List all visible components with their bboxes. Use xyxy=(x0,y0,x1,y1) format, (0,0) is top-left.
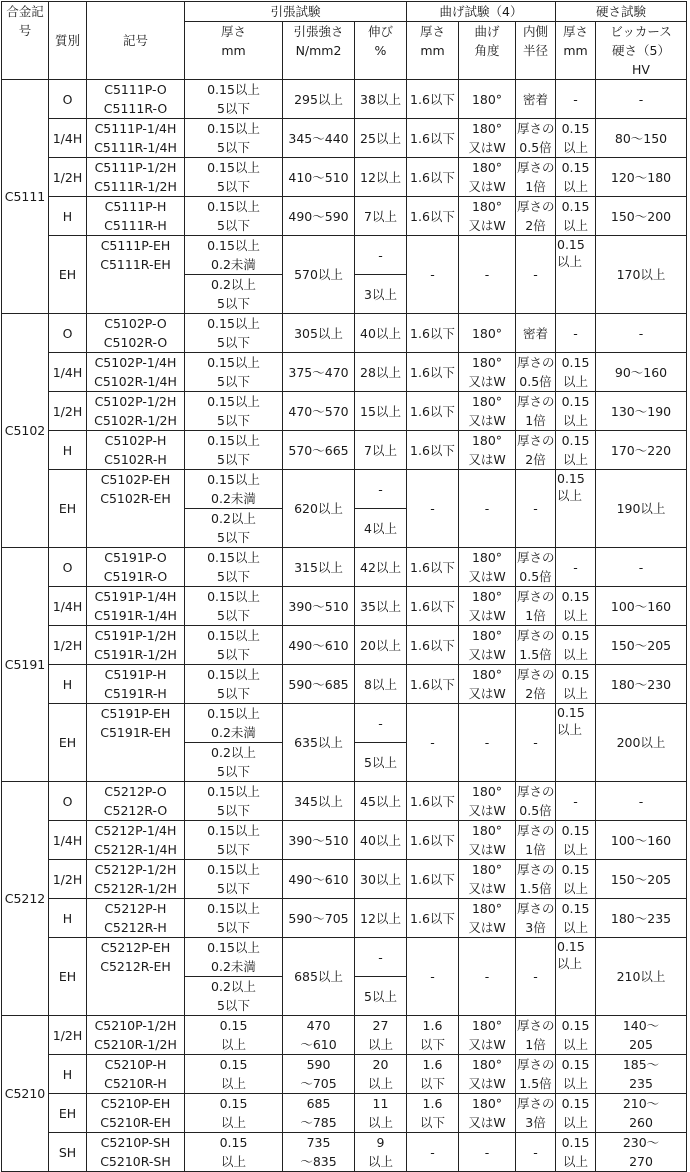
strength-cell: 345～440 xyxy=(283,119,355,158)
hv-cell: 210以上 xyxy=(596,938,687,1016)
thickness-cell: 0.15以上 5以下 xyxy=(185,899,283,938)
table-row xyxy=(2,1133,687,1172)
radius-cell: - xyxy=(516,704,556,782)
thickness-cell: 0.15以上 5以下 xyxy=(185,782,283,821)
hard-thickness-cell: 0.15 以上 xyxy=(556,1016,596,1055)
hv-cell: - xyxy=(596,80,687,119)
angle-cell: 180° 又はW xyxy=(459,899,516,938)
angle-cell: 180° 又はW xyxy=(459,1016,516,1055)
strength-cell: 590 ～705 xyxy=(283,1055,355,1094)
strength-cell: 635以上 xyxy=(283,704,355,782)
thickness-cell: 0.15以上 5以下 xyxy=(185,548,283,587)
temper-cell: EH xyxy=(49,938,87,1016)
hard-thickness-cell: 0.15 以上 xyxy=(556,431,596,470)
elongation-cell: 25以上 xyxy=(355,119,407,158)
hard-thickness-cell: 0.15 以上 xyxy=(556,197,596,236)
radius-cell: 厚さの 2倍 xyxy=(516,665,556,704)
table-row xyxy=(2,119,687,158)
symbol-cell: C5212P-H C5212R-H xyxy=(87,899,185,938)
radius-cell: 厚さの 1.5倍 xyxy=(516,860,556,899)
symbol-cell: C5102P-H C5102R-H xyxy=(87,431,185,470)
strength-cell: 685 ～785 xyxy=(283,1094,355,1133)
angle-cell: 180° 又はW xyxy=(459,548,516,587)
bend-thickness-cell: 1.6以下 xyxy=(407,353,459,392)
bend-thickness-cell: 1.6以下 xyxy=(407,821,459,860)
radius-cell: 厚さの 1.5倍 xyxy=(516,626,556,665)
temper-cell: 1/4H xyxy=(49,587,87,626)
thickness-cell: 0.15 以上 xyxy=(185,1094,283,1133)
hard-thickness-cell: 0.15 以上 xyxy=(556,938,596,1016)
temper-cell: 1/4H xyxy=(49,353,87,392)
strength-cell: 590～685 xyxy=(283,665,355,704)
thickness-cell: 0.15 以上 xyxy=(185,1016,283,1055)
alloy-code-cell: C5111 xyxy=(2,80,49,314)
temper-cell: SH xyxy=(49,1133,87,1172)
hard-thickness-cell: 0.15 以上 xyxy=(556,470,596,548)
radius-cell: 厚さの 1.5倍 xyxy=(516,1055,556,1094)
thickness-cell: 0.15以上 5以下 xyxy=(185,314,283,353)
hv-cell: 150～200 xyxy=(596,197,687,236)
elongation-cell: 40以上 xyxy=(355,821,407,860)
header-tensile-test: 引張試験 xyxy=(185,2,407,22)
bend-thickness-cell: 1.6以下 xyxy=(407,899,459,938)
strength-cell: 345以上 xyxy=(283,782,355,821)
hard-thickness-cell: 0.15 以上 xyxy=(556,626,596,665)
symbol-cell: C5210P-H C5210R-H xyxy=(87,1055,185,1094)
angle-cell: - xyxy=(459,470,516,548)
bend-thickness-cell: 1.6以下 xyxy=(407,392,459,431)
thickness-cell: 0.15以上 5以下 xyxy=(185,392,283,431)
angle-cell: - xyxy=(459,704,516,782)
radius-cell: 厚さの 3倍 xyxy=(516,1094,556,1133)
strength-cell: 490～610 xyxy=(283,626,355,665)
strength-cell: 685以上 xyxy=(283,938,355,1016)
angle-cell: - xyxy=(459,1133,516,1172)
table-row xyxy=(2,899,687,938)
thickness-cell: 0.15以上 5以下 xyxy=(185,119,283,158)
temper-cell: O xyxy=(49,782,87,821)
hv-cell: 170～220 xyxy=(596,431,687,470)
symbol-cell: C5191P-1/4H C5191R-1/4H xyxy=(87,587,185,626)
temper-cell: 1/2H xyxy=(49,860,87,899)
table-row xyxy=(2,782,687,821)
symbol-cell: C5191P-O C5191R-O xyxy=(87,548,185,587)
radius-cell: - xyxy=(516,470,556,548)
angle-cell: 180° 又はW xyxy=(459,821,516,860)
temper-cell: 1/2H xyxy=(49,626,87,665)
symbol-cell: C5210P-EH C5210R-EH xyxy=(87,1094,185,1133)
hard-thickness-cell: - xyxy=(556,314,596,353)
strength-cell: 490～590 xyxy=(283,197,355,236)
radius-cell: 厚さの 0.5倍 xyxy=(516,353,556,392)
bend-thickness-cell: 1.6 以下 xyxy=(407,1055,459,1094)
thickness-cell: 0.2以上 5以下 xyxy=(185,509,283,548)
elongation-cell: 28以上 xyxy=(355,353,407,392)
angle-cell: 180° xyxy=(459,80,516,119)
angle-cell: 180° 又はW xyxy=(459,119,516,158)
hard-thickness-cell: 0.15 以上 xyxy=(556,665,596,704)
hv-cell: - xyxy=(596,548,687,587)
thickness-cell: 0.2以上 5以下 xyxy=(185,977,283,1016)
angle-cell: 180° 又はW xyxy=(459,587,516,626)
thickness-cell: 0.15以上 5以下 xyxy=(185,80,283,119)
elongation-cell: - xyxy=(355,236,407,275)
elongation-cell: 30以上 xyxy=(355,860,407,899)
header-bend-thickness: 厚さ mm xyxy=(407,22,459,80)
hard-thickness-cell: 0.15 以上 xyxy=(556,158,596,197)
hv-cell: 180～235 xyxy=(596,899,687,938)
thickness-cell: 0.15以上 5以下 xyxy=(185,587,283,626)
bend-thickness-cell: 1.6以下 xyxy=(407,665,459,704)
strength-cell: 490～610 xyxy=(283,860,355,899)
temper-cell: O xyxy=(49,80,87,119)
strength-cell: 390～510 xyxy=(283,587,355,626)
radius-cell: 厚さの 1倍 xyxy=(516,1016,556,1055)
bend-thickness-cell: 1.6以下 xyxy=(407,197,459,236)
header-symbol: 記号 xyxy=(87,2,185,80)
hard-thickness-cell: 0.15 以上 xyxy=(556,119,596,158)
angle-cell: 180° 又はW xyxy=(459,782,516,821)
bend-thickness-cell: 1.6以下 xyxy=(407,860,459,899)
symbol-cell: C5111P-H C5111R-H xyxy=(87,197,185,236)
radius-cell: 厚さの 0.5倍 xyxy=(516,119,556,158)
radius-cell: 厚さの 1倍 xyxy=(516,821,556,860)
thickness-cell: 0.15以上 0.2未満 xyxy=(185,236,283,275)
radius-cell: - xyxy=(516,1133,556,1172)
elongation-cell: 42以上 xyxy=(355,548,407,587)
angle-cell: - xyxy=(459,236,516,314)
thickness-cell: 0.2以上 5以下 xyxy=(185,743,283,782)
table-row xyxy=(2,158,687,197)
hv-cell: 140～ 205 xyxy=(596,1016,687,1055)
symbol-cell: C5111P-1/2H C5111R-1/2H xyxy=(87,158,185,197)
hv-cell: - xyxy=(596,782,687,821)
hard-thickness-cell: 0.15 以上 xyxy=(556,1094,596,1133)
radius-cell: 厚さの 1倍 xyxy=(516,392,556,431)
elongation-cell: 11 以上 xyxy=(355,1094,407,1133)
symbol-cell: C5191P-1/2H C5191R-1/2H xyxy=(87,626,185,665)
hard-thickness-cell: 0.15 以上 xyxy=(556,860,596,899)
strength-cell: 305以上 xyxy=(283,314,355,353)
strength-cell: 390～510 xyxy=(283,821,355,860)
angle-cell: 180° 又はW xyxy=(459,860,516,899)
header-bend-test: 曲げ試験（4） xyxy=(407,2,556,22)
radius-cell: 厚さの 0.5倍 xyxy=(516,782,556,821)
bend-thickness-cell: 1.6以下 xyxy=(407,314,459,353)
elongation-cell: 35以上 xyxy=(355,587,407,626)
strength-cell: 620以上 xyxy=(283,470,355,548)
strength-cell: 470～570 xyxy=(283,392,355,431)
temper-cell: H xyxy=(49,899,87,938)
bend-thickness-cell: - xyxy=(407,938,459,1016)
temper-cell: EH xyxy=(49,236,87,314)
elongation-cell: 5以上 xyxy=(355,977,407,1016)
elongation-cell: 20 以上 xyxy=(355,1055,407,1094)
bend-thickness-cell: - xyxy=(407,236,459,314)
bend-thickness-cell: 1.6 以下 xyxy=(407,1094,459,1133)
thickness-cell: 0.15以上 5以下 xyxy=(185,431,283,470)
temper-cell: H xyxy=(49,665,87,704)
radius-cell: 密着 xyxy=(516,80,556,119)
hv-cell: 120～180 xyxy=(596,158,687,197)
temper-cell: O xyxy=(49,314,87,353)
table-row xyxy=(2,1055,687,1094)
elongation-cell: - xyxy=(355,704,407,743)
temper-cell: 1/2H xyxy=(49,1016,87,1055)
temper-cell: 1/2H xyxy=(49,392,87,431)
hard-thickness-cell: 0.15 以上 xyxy=(556,821,596,860)
hv-cell: 190以上 xyxy=(596,470,687,548)
bend-thickness-cell: - xyxy=(407,1133,459,1172)
table-row xyxy=(2,80,687,119)
temper-cell: H xyxy=(49,431,87,470)
hard-thickness-cell: 0.15 以上 xyxy=(556,353,596,392)
temper-cell: EH xyxy=(49,704,87,782)
hard-thickness-cell: 0.15 以上 xyxy=(556,1133,596,1172)
elongation-cell: 40以上 xyxy=(355,314,407,353)
thickness-cell: 0.15以上 5以下 xyxy=(185,353,283,392)
header-inner-radius: 内側 半径 xyxy=(516,22,556,80)
strength-cell: 295以上 xyxy=(283,80,355,119)
radius-cell: 密着 xyxy=(516,314,556,353)
thickness-cell: 0.2以上 5以下 xyxy=(185,275,283,314)
hard-thickness-cell: 0.15 以上 xyxy=(556,1055,596,1094)
temper-cell: O xyxy=(49,548,87,587)
thickness-cell: 0.15以上 5以下 xyxy=(185,860,283,899)
bend-thickness-cell: 1.6以下 xyxy=(407,587,459,626)
symbol-cell: C5191P-H C5191R-H xyxy=(87,665,185,704)
angle-cell: 180° 又はW xyxy=(459,431,516,470)
header-thickness: 厚さ mm xyxy=(185,22,283,80)
table-row xyxy=(2,236,687,275)
thickness-cell: 0.15 以上 xyxy=(185,1133,283,1172)
symbol-cell: C5102P-1/4H C5102R-1/4H xyxy=(87,353,185,392)
radius-cell: - xyxy=(516,236,556,314)
hv-cell: 150～205 xyxy=(596,626,687,665)
elongation-cell: 5以上 xyxy=(355,743,407,782)
strength-cell: 570～665 xyxy=(283,431,355,470)
elongation-cell: 38以上 xyxy=(355,80,407,119)
table-row xyxy=(2,626,687,665)
elongation-cell: 12以上 xyxy=(355,158,407,197)
hard-thickness-cell: - xyxy=(556,80,596,119)
hv-cell: - xyxy=(596,314,687,353)
hv-cell: 150～205 xyxy=(596,860,687,899)
hv-cell: 170以上 xyxy=(596,236,687,314)
table-row xyxy=(2,548,687,587)
table-row xyxy=(2,353,687,392)
temper-cell: EH xyxy=(49,470,87,548)
table-row xyxy=(2,314,687,353)
symbol-cell: C5212P-1/2H C5212R-1/2H xyxy=(87,860,185,899)
table-row xyxy=(2,821,687,860)
temper-cell: 1/4H xyxy=(49,821,87,860)
radius-cell: 厚さの 2倍 xyxy=(516,431,556,470)
thickness-cell: 0.15以上 0.2未満 xyxy=(185,704,283,743)
radius-cell: 厚さの 1倍 xyxy=(516,587,556,626)
radius-cell: 厚さの 1倍 xyxy=(516,158,556,197)
elongation-cell: 9 以上 xyxy=(355,1133,407,1172)
symbol-cell: C5191P-EH C5191R-EH xyxy=(87,704,185,782)
table-row xyxy=(2,860,687,899)
angle-cell: 180° 又はW xyxy=(459,1055,516,1094)
table-row xyxy=(2,938,687,977)
bend-thickness-cell: 1.6以下 xyxy=(407,782,459,821)
elongation-cell: 15以上 xyxy=(355,392,407,431)
table-row xyxy=(2,470,687,509)
thickness-cell: 0.15以上 5以下 xyxy=(185,158,283,197)
bend-thickness-cell: 1.6以下 xyxy=(407,626,459,665)
bend-thickness-cell: - xyxy=(407,704,459,782)
symbol-cell: C5111P-1/4H C5111R-1/4H xyxy=(87,119,185,158)
radius-cell: 厚さの 3倍 xyxy=(516,899,556,938)
temper-cell: H xyxy=(49,197,87,236)
strength-cell: 470 ～610 xyxy=(283,1016,355,1055)
symbol-cell: C5111P-O C5111R-O xyxy=(87,80,185,119)
angle-cell: - xyxy=(459,938,516,1016)
elongation-cell: 3以上 xyxy=(355,275,407,314)
radius-cell: 厚さの 0.5倍 xyxy=(516,548,556,587)
elongation-cell: 12以上 xyxy=(355,899,407,938)
hv-cell: 185～ 235 xyxy=(596,1055,687,1094)
elongation-cell: 20以上 xyxy=(355,626,407,665)
angle-cell: 180° 又はW xyxy=(459,353,516,392)
table-row xyxy=(2,392,687,431)
thickness-cell: 0.15以上 5以下 xyxy=(185,197,283,236)
symbol-cell: C5212P-O C5212R-O xyxy=(87,782,185,821)
radius-cell: - xyxy=(516,938,556,1016)
bend-thickness-cell: - xyxy=(407,470,459,548)
alloy-code-cell: C5212 xyxy=(2,782,49,1016)
header-tensile-strength: 引張強さ N/mm2 xyxy=(283,22,355,80)
hard-thickness-cell: 0.15 以上 xyxy=(556,236,596,314)
elongation-cell: - xyxy=(355,470,407,509)
thickness-cell: 0.15以上 5以下 xyxy=(185,626,283,665)
alloy-code-cell: C5191 xyxy=(2,548,49,782)
table-row xyxy=(2,197,687,236)
elongation-cell: 7以上 xyxy=(355,197,407,236)
bend-thickness-cell: 1.6以下 xyxy=(407,158,459,197)
hv-cell: 230～ 270 xyxy=(596,1133,687,1172)
table-row xyxy=(2,1016,687,1055)
hv-cell: 200以上 xyxy=(596,704,687,782)
symbol-cell: C5102P-O C5102R-O xyxy=(87,314,185,353)
header-hardness-thickness: 厚さ mm xyxy=(556,22,596,80)
strength-cell: 315以上 xyxy=(283,548,355,587)
elongation-cell: 45以上 xyxy=(355,782,407,821)
hv-cell: 80～150 xyxy=(596,119,687,158)
elongation-cell: - xyxy=(355,938,407,977)
symbol-cell: C5212P-1/4H C5212R-1/4H xyxy=(87,821,185,860)
elongation-cell: 7以上 xyxy=(355,431,407,470)
hv-cell: 210～ 260 xyxy=(596,1094,687,1133)
symbol-cell: C5111P-EH C5111R-EH xyxy=(87,236,185,314)
symbol-cell: C5210P-SH C5210R-SH xyxy=(87,1133,185,1172)
table-row xyxy=(2,431,687,470)
hv-cell: 130～190 xyxy=(596,392,687,431)
hv-cell: 180～230 xyxy=(596,665,687,704)
bend-thickness-cell: 1.6以下 xyxy=(407,548,459,587)
header-hardness-test: 硬さ試験 xyxy=(556,2,687,22)
copper-alloy-spec-table xyxy=(1,1,687,1172)
symbol-cell: C5210P-1/2H C5210R-1/2H xyxy=(87,1016,185,1055)
angle-cell: 180° 又はW xyxy=(459,1094,516,1133)
hard-thickness-cell: 0.15 以上 xyxy=(556,392,596,431)
radius-cell: 厚さの 2倍 xyxy=(516,197,556,236)
thickness-cell: 0.15 以上 xyxy=(185,1055,283,1094)
hv-cell: 90～160 xyxy=(596,353,687,392)
hv-cell: 100～160 xyxy=(596,587,687,626)
thickness-cell: 0.15以上 5以下 xyxy=(185,665,283,704)
angle-cell: 180° 又はW xyxy=(459,626,516,665)
strength-cell: 590～705 xyxy=(283,899,355,938)
header-alloy: 合金記号 xyxy=(2,2,49,80)
table-row xyxy=(2,587,687,626)
header-temper: 質別 xyxy=(49,2,87,80)
bend-thickness-cell: 1.6 以下 xyxy=(407,1016,459,1055)
table-body xyxy=(2,80,687,1172)
alloy-code-cell: C5102 xyxy=(2,314,49,548)
strength-cell: 375～470 xyxy=(283,353,355,392)
symbol-cell: C5102P-EH C5102R-EH xyxy=(87,470,185,548)
hard-thickness-cell: - xyxy=(556,548,596,587)
table-row xyxy=(2,1094,687,1133)
table-row xyxy=(2,704,687,743)
strength-cell: 735 ～835 xyxy=(283,1133,355,1172)
header-elongation: 伸び % xyxy=(355,22,407,80)
angle-cell: 180° 又はW xyxy=(459,197,516,236)
hv-cell: 100～160 xyxy=(596,821,687,860)
angle-cell: 180° 又はW xyxy=(459,158,516,197)
elongation-cell: 8以上 xyxy=(355,665,407,704)
hard-thickness-cell: 0.15 以上 xyxy=(556,899,596,938)
hard-thickness-cell: - xyxy=(556,782,596,821)
temper-cell: EH xyxy=(49,1094,87,1133)
alloy-code-cell: C5210 xyxy=(2,1016,49,1172)
bend-thickness-cell: 1.6以下 xyxy=(407,80,459,119)
bend-thickness-cell: 1.6以下 xyxy=(407,431,459,470)
thickness-cell: 0.15以上 0.2未満 xyxy=(185,470,283,509)
angle-cell: 180° 又はW xyxy=(459,665,516,704)
header-vickers-hardness: ビッカース 硬さ（5） HV xyxy=(596,22,687,80)
temper-cell: 1/4H xyxy=(49,119,87,158)
elongation-cell: 4以上 xyxy=(355,509,407,548)
symbol-cell: C5212P-EH C5212R-EH xyxy=(87,938,185,1016)
angle-cell: 180° xyxy=(459,314,516,353)
header-bend-angle: 曲げ 角度 xyxy=(459,22,516,80)
table-row xyxy=(2,665,687,704)
angle-cell: 180° 又はW xyxy=(459,392,516,431)
bend-thickness-cell: 1.6以下 xyxy=(407,119,459,158)
thickness-cell: 0.15以上 5以下 xyxy=(185,821,283,860)
hard-thickness-cell: 0.15 以上 xyxy=(556,704,596,782)
strength-cell: 410～510 xyxy=(283,158,355,197)
temper-cell: H xyxy=(49,1055,87,1094)
elongation-cell: 27 以上 xyxy=(355,1016,407,1055)
symbol-cell: C5102P-1/2H C5102R-1/2H xyxy=(87,392,185,431)
temper-cell: 1/2H xyxy=(49,158,87,197)
strength-cell: 570以上 xyxy=(283,236,355,314)
thickness-cell: 0.15以上 0.2未満 xyxy=(185,938,283,977)
hard-thickness-cell: 0.15 以上 xyxy=(556,587,596,626)
